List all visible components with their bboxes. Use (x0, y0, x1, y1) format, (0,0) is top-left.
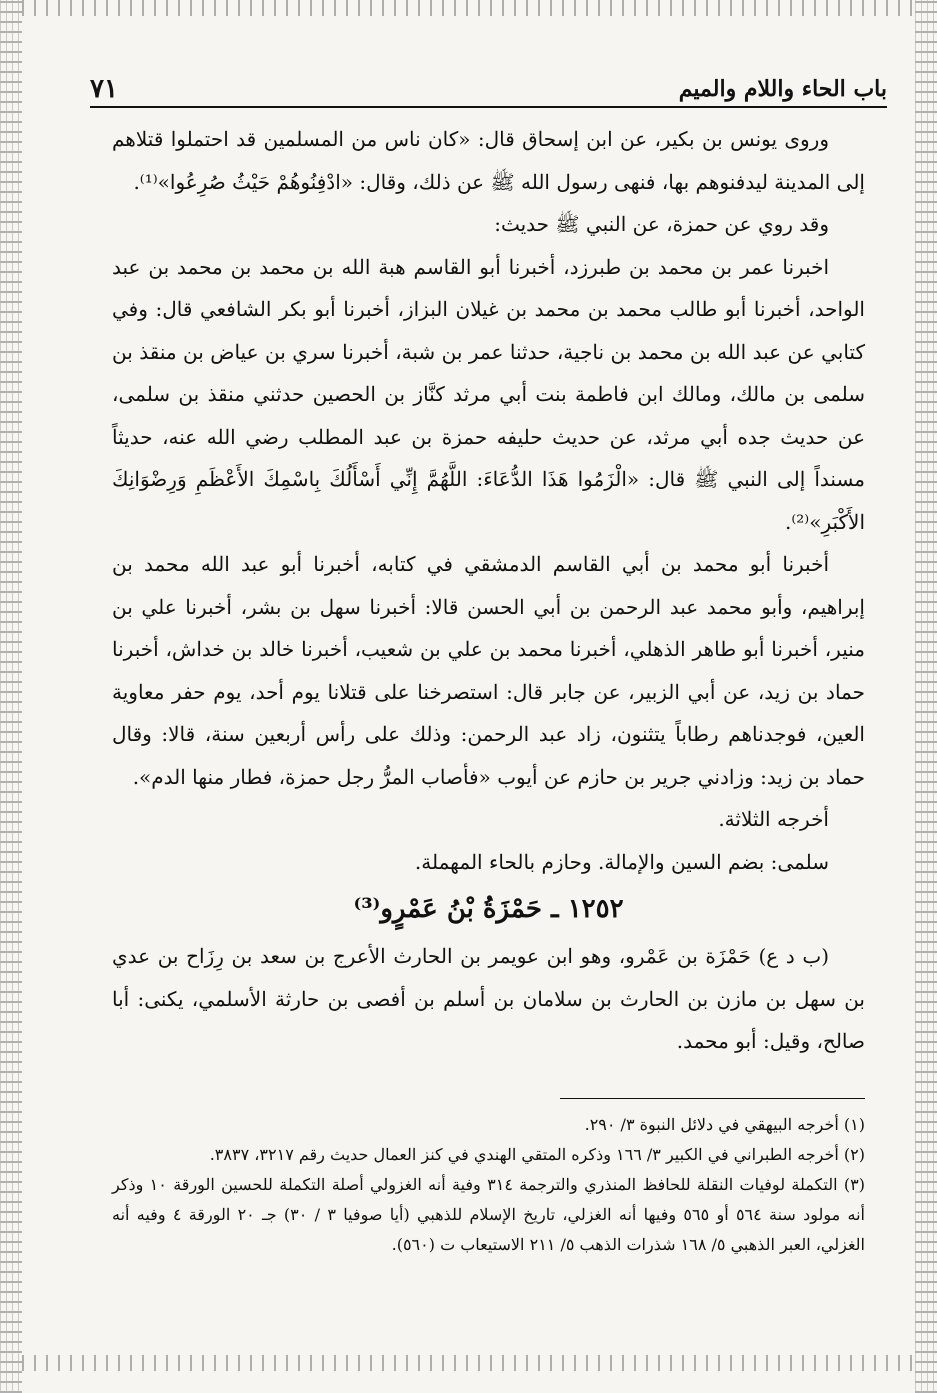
paragraph-1: وروى يونس بن بكير، عن ابن إسحاق قال: «كان ناس من المسلمين قد احتملوا قتلاهم إلى المدينة ليدفنوهم بها، فنهى رسول الله ﷺ عن ذلك، وقال: «ادْفِنُوهُمْ حَيْثُ صُرِعُوا»⁽¹⁾. (112, 127, 865, 194)
paragraph-5: أخرجه الثلاثة. (718, 807, 829, 831)
footnote-3: (٣) التكملة لوفيات النقلة للحافظ المنذري والترجمة ٣١٤ وفية أنه الغزولي أصلة التكملة للحسين الورقة ١٠ وذكر أنه مولود سنة ٥٦٤ أو ٥٦٥ وفيها أنه الغزلي، تاريخ الإسلام للذهبي (أيا صوفيا ٣ / ٣٠) جـ ٢٠ الورقة ٤ وفيه أنه الغزلي، العبر الذهبي ٥/ ١٦٨ شذرات الذهب ٥/ ٢١١ الاستيعاب ت (٥٦٠). (112, 1175, 865, 1254)
footnote-1: (١) أخرجه البيهقي في دلائل النبوة ٣/ ٢٩٠. (584, 1115, 865, 1134)
footnotes (112, 1110, 865, 1260)
decorative-border-right (915, 0, 937, 1393)
page-number: ٧١ (90, 74, 118, 104)
paragraph-4: أخبرنا أبو محمد بن أبي القاسم الدمشقي في كتابه، أخبرنا أبو عبد الله محمد بن إبراهيم، وأبو محمد عبد الرحمن بن أبي الحسن قالا: أخبرنا سهل بن بشر، أخبرنا علي بن منير، أخبرنا أبو طاهر الذهلي، أخبرنا محمد بن علي بن شعيب، أخبرنا خالد بن خداش، أخبرنا حماد بن زيد، عن أبي الزبير، عن جابر قال: استصرخنا على قتلانا يوم أحد، يوم حفر معاوية العين، فوجدناهم رطاباً يتثنون، زاد عبد الرحمن: وذلك على رأس أربعين سنة، قالا: وقال حماد بن زيد: وزادني جرير بن حازم عن أيوب «فأصاب المرُّ رجل حمزة، فطار منها الدم». (112, 552, 865, 789)
page-header (90, 70, 887, 108)
paragraph-6: سلمى: بضم السين والإمالة. وحازم بالحاء المهملة. (414, 849, 829, 874)
section-paragraph: (ب د ع) حَمْزَة بن عَمْرو، وهو ابن عويمر بن الحارث الأعرج بن سعد بن رِزَاح بن عدي بن سهل بن مازن بن الحارث بن سلامان بن أسلم بن أفصى بن حارثة الأسلمي، يكنى: أبا صالح، وقيل: أبو محمد. (112, 944, 865, 1053)
decorative-border-left (0, 0, 22, 1393)
paragraph-2: وقد روي عن حمزة، عن النبي ﷺ حديث: (494, 212, 829, 236)
footnote-divider (560, 1098, 865, 1099)
section-title: ١٢٥٢ ـ حَمْزَةُ بْنُ عَمْرٍو⁽³⁾ (353, 894, 624, 924)
running-head: باب الحاء واللام والميم (678, 76, 887, 102)
decorative-border-bottom (22, 1355, 915, 1371)
paragraph-3: اخبرنا عمر بن محمد بن طبرزد، أخبرنا أبو القاسم هبة الله بن محمد بن محمد بن عبد الواحد، أخبرنا أبو طالب محمد بن محمد بن غيلان البزاز، أخبرنا أبو بكر الشافعي قال: وفي كتابي عن عبد الله بن محمد بن ناجية، حدثنا عمر بن شبة، أخبرنا سري بن عياض بن منقذ بن سلمى بن مالك، ومالك ابن فاطمة بنت أبي مرثد كنَّاز بن الحصين حدثني منقذ بن سلمى، عن حديث جده أبي مرثد، عن حديث حليفه حمزة بن عبد المطلب رضي الله عنه، حديثاً مسنداً إلى النبي ﷺ قال: «الْزَمُوا هَذَا الدُّعَاءَ: اللَّهُمَّ إِنِّي أَسْأَلُكَ بِاسْمِكَ الأَعْظَمِ وَرِضْوَانِكَ الأَكْبَرِ»⁽²⁾. (112, 254, 865, 534)
main-text (112, 118, 865, 1063)
footnote-2: (٢) أخرجه الطبراني في الكبير ٣/ ١٦٦ وذكره المتقي الهندي في كنز العمال حديث رقم ٣٢١٧، ٣٨٣٧. (209, 1145, 865, 1164)
decorative-border-top (22, 0, 915, 16)
